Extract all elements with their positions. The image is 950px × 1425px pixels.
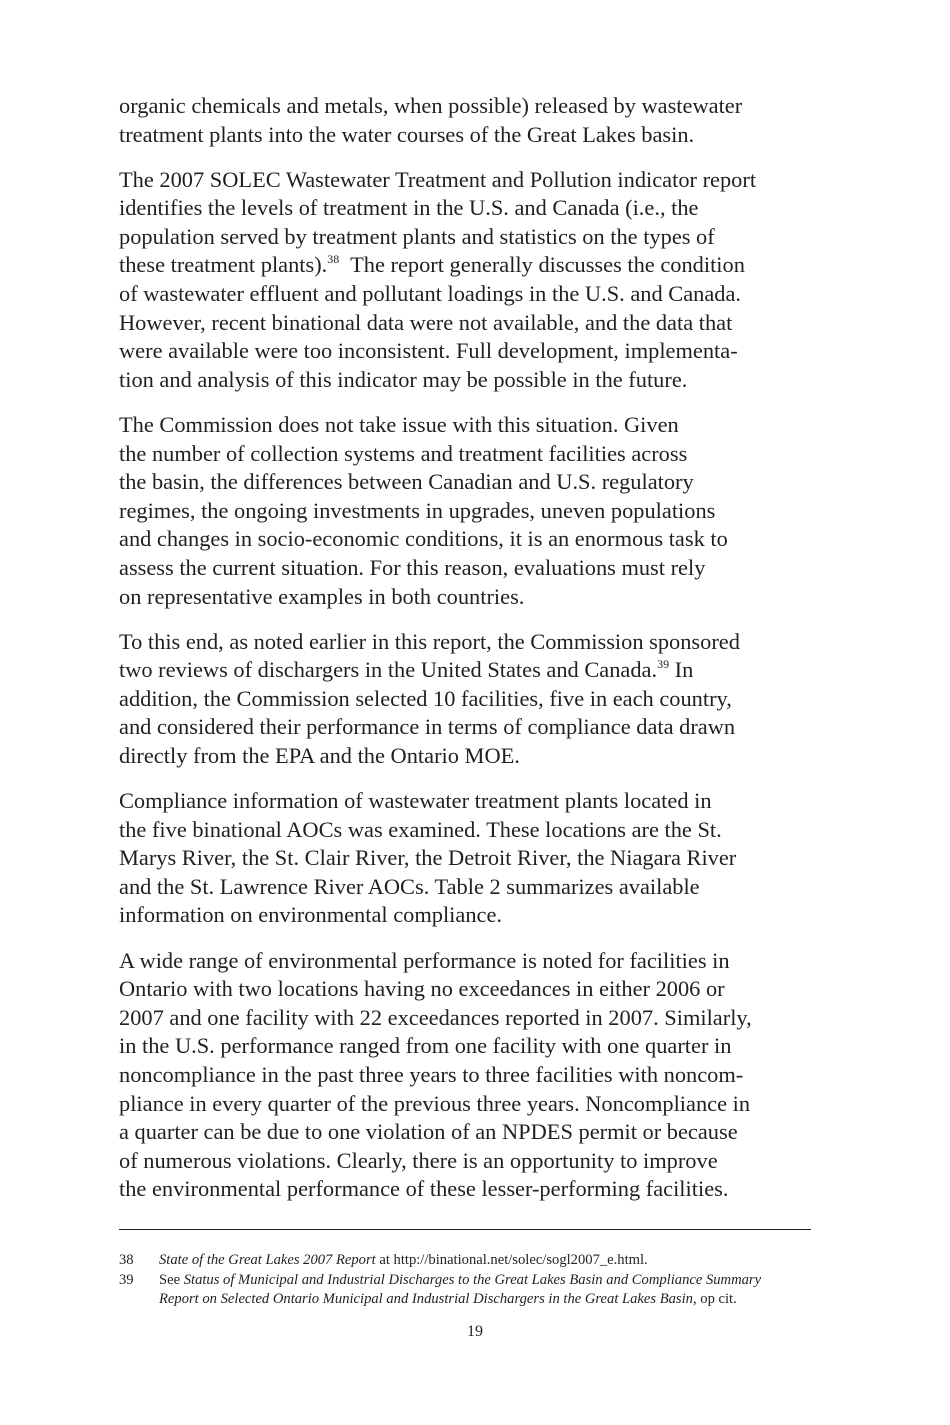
- text-line: treatment plants into the water courses of the Great Lakes basin.: [119, 121, 695, 147]
- text-line: a quarter can be due to one violation of an NPDES permit or because: [119, 1119, 738, 1145]
- footnote-ref-38: 38: [327, 252, 340, 267]
- text-line: However, recent binational data were not available, and the data that: [119, 309, 733, 335]
- text-line: 2007 and one facility with 22 exceedances reported in 2007. Similarly,: [119, 1004, 752, 1030]
- paragraph-6: [119, 947, 819, 1204]
- text-line-with-ref: [119, 251, 819, 280]
- body-text: [119, 92, 819, 1220]
- footnote-line: [159, 1271, 819, 1291]
- text-line: To this end, as noted earlier in this report, the Commission sponsored: [119, 628, 740, 654]
- text-line: were available were too inconsistent. Full development, implementa-: [119, 338, 738, 364]
- text-line: the basin, the differences between Canadian and U.S. regulatory: [119, 469, 694, 495]
- text-line: The 2007 SOLEC Wastewater Treatment and Pollution indicator report: [119, 166, 757, 192]
- footnote-ref-39: 39: [657, 657, 670, 672]
- footnote-38: [119, 1251, 819, 1271]
- text-line-with-ref: [119, 656, 819, 685]
- text-line: Compliance information of wastewater treatment plants located in: [119, 788, 712, 814]
- text-line: pliance in every quarter of the previous three years. Noncompliance in: [119, 1090, 751, 1116]
- text-line: assess the current situation. For this reason, evaluations must rely: [119, 554, 706, 580]
- page-number: 19: [467, 1323, 483, 1340]
- footnotes: [119, 1251, 819, 1310]
- text-line: of wastewater effluent and pollutant loadings in the U.S. and Canada.: [119, 281, 742, 307]
- text-line: in the U.S. performance ranged from one facility with one quarter in: [119, 1033, 732, 1059]
- footnote-title: Report on Selected Ontario Municipal and Industrial Dischargers in the Great Lakes Basin: [159, 1291, 693, 1307]
- footnote-title: Status of Municipal and Industrial Discharges to the Great Lakes Basin and Compliance Summary: [183, 1271, 762, 1288]
- footnote-title: State of the Great Lakes 2007 Report: [159, 1252, 376, 1268]
- text-line: population served by treatment plants and statistics on the types of: [119, 223, 715, 249]
- text-segment: two reviews of dischargers in the United States and Canada.: [119, 657, 658, 683]
- footnote-number: 39: [119, 1271, 134, 1288]
- text-line: organic chemicals and metals, when possible) released by wastewater: [119, 93, 743, 118]
- paragraph-3: [119, 411, 819, 611]
- text-line: the environmental performance of these lesser-performing facilities.: [119, 1176, 729, 1202]
- text-line: the five binational AOCs was examined. These locations are the St.: [119, 816, 722, 842]
- footnote-divider: [119, 1229, 811, 1230]
- footnote-line: [159, 1251, 819, 1271]
- text-line: and changes in socio-economic conditions, it is an enormous task to: [119, 526, 728, 552]
- text-line: directly from the EPA and the Ontario MOE.: [119, 742, 520, 768]
- text-line: on representative examples in both countries.: [119, 583, 525, 609]
- footnote-text: , op cit.: [692, 1291, 737, 1307]
- text-line: identifies the levels of treatment in the U.S. and Canada (i.e., the: [119, 195, 699, 221]
- text-segment: The report generally discusses the condition: [339, 252, 745, 278]
- paragraph-4: [119, 628, 819, 771]
- footnote-text: See: [159, 1271, 184, 1288]
- text-line: the number of collection systems and treatment facilities across: [119, 440, 688, 466]
- text-line: noncompliance in the past three years to three facilities with noncom-: [119, 1061, 744, 1087]
- footnote-line: [159, 1290, 819, 1310]
- text-line: regimes, the ongoing investments in upgrades, uneven populations: [119, 497, 716, 523]
- text-line: The Commission does not take issue with this situation. Given: [119, 411, 679, 437]
- paragraph-2: [119, 166, 819, 395]
- footnote-text: at http://binational.net/solec/sogl2007_e.html.: [375, 1252, 648, 1268]
- paragraph-1: [119, 92, 819, 149]
- text-segment: In: [669, 657, 694, 683]
- footnote-39: [119, 1271, 819, 1310]
- footnote-number: 38: [119, 1252, 134, 1268]
- paragraph-5: [119, 787, 819, 930]
- text-line: Marys River, the St. Clair River, the Detroit River, the Niagara River: [119, 845, 737, 871]
- text-line: A wide range of environmental performance is noted for facilities in: [119, 947, 730, 973]
- text-line: and considered their performance in terms of compliance data drawn: [119, 714, 736, 740]
- text-line: of numerous violations. Clearly, there is an opportunity to improve: [119, 1147, 718, 1173]
- text-line: Ontario with two locations having no exceedances in either 2006 or: [119, 976, 725, 1002]
- text-line: and the St. Lawrence River AOCs. Table 2 summarizes available: [119, 873, 700, 899]
- text-line: information on environmental compliance.: [119, 902, 503, 928]
- text-line: addition, the Commission selected 10 facilities, five in each country,: [119, 685, 732, 711]
- text-line: tion and analysis of this indicator may be possible in the future.: [119, 366, 688, 392]
- text-segment: these treatment plants).: [119, 252, 328, 278]
